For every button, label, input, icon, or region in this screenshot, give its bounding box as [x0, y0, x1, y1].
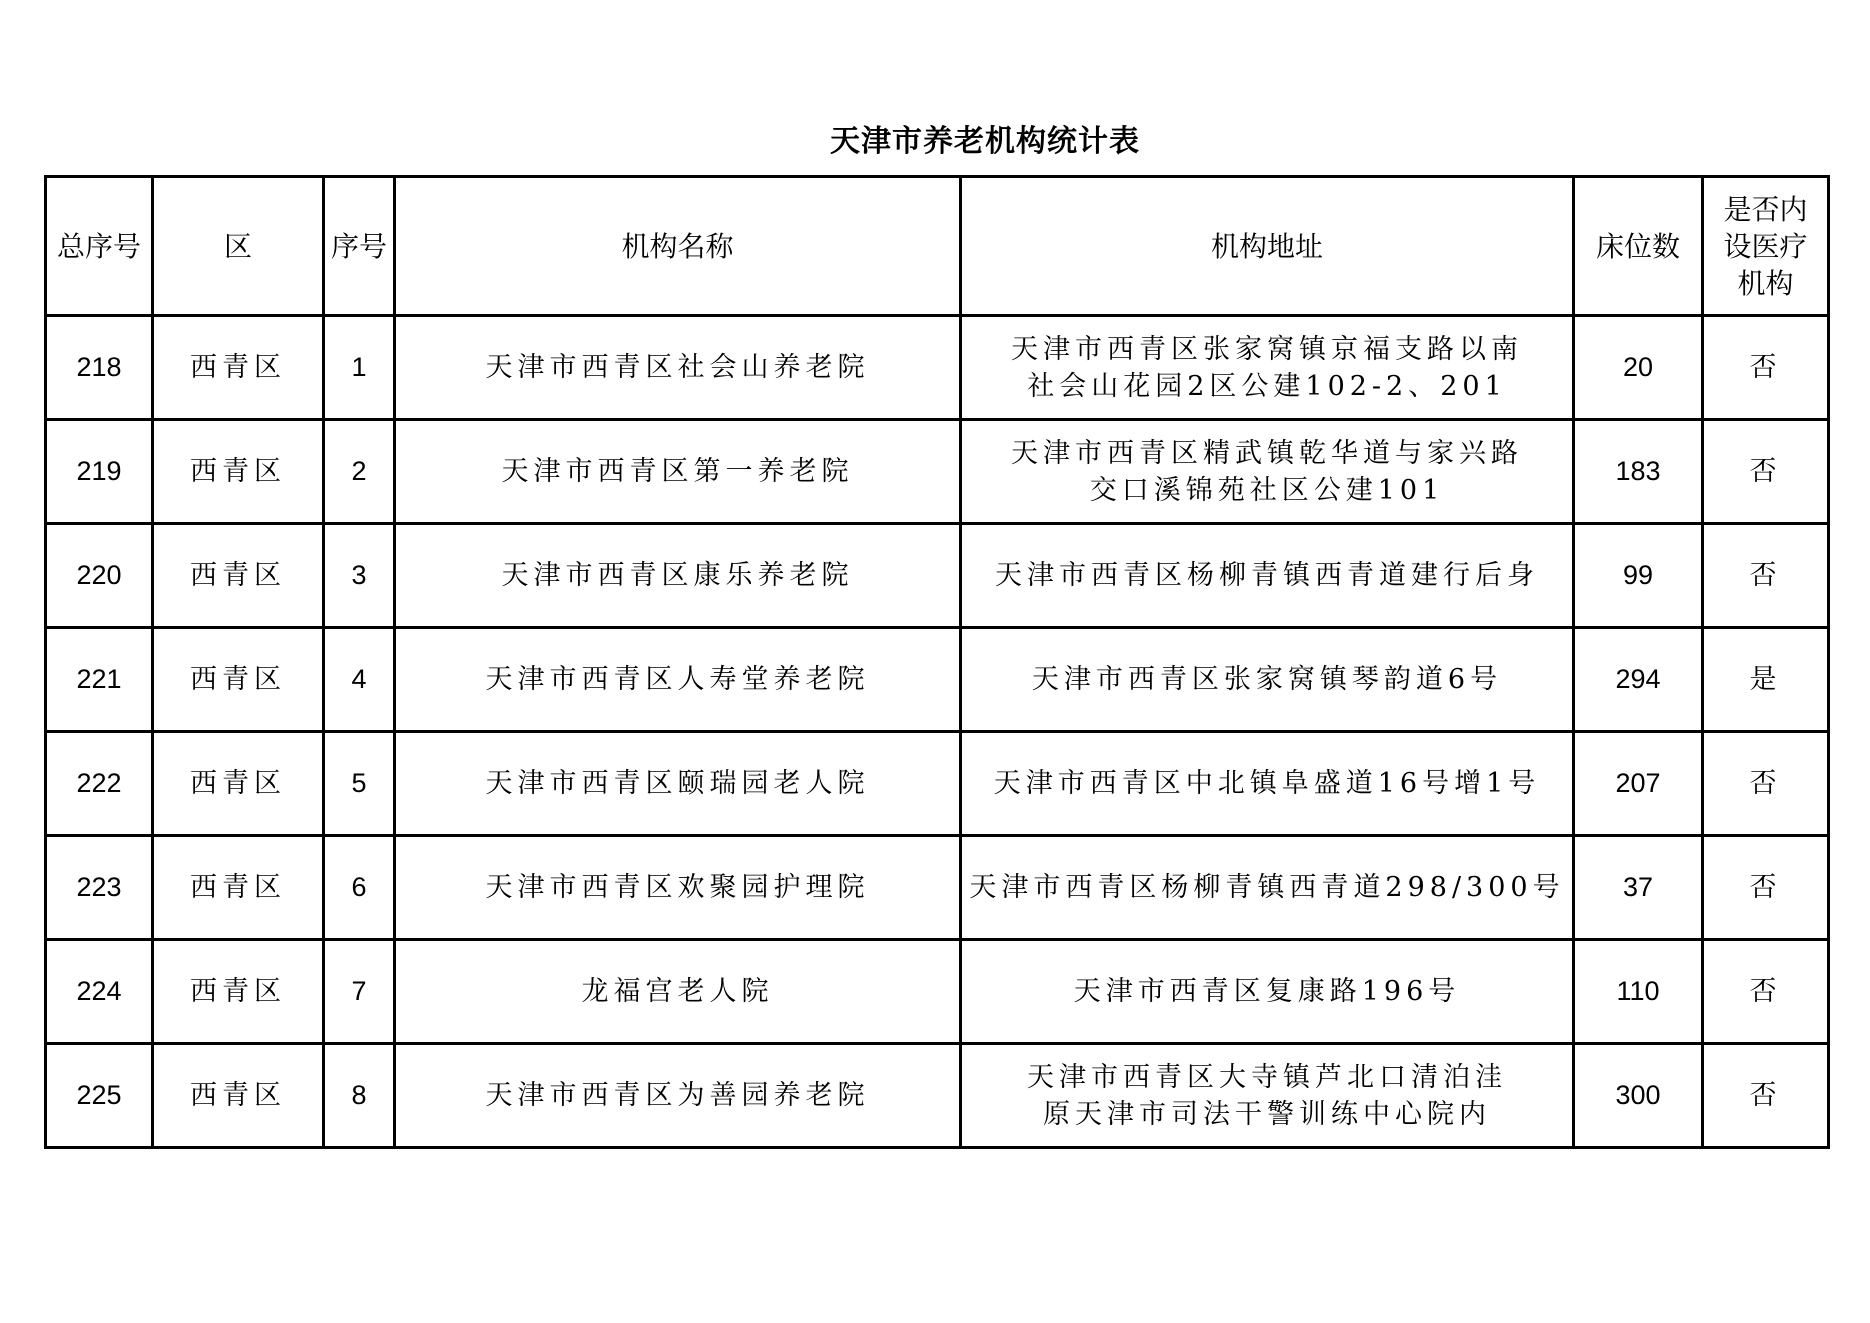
cell-beds: 20 — [1574, 316, 1703, 420]
cell-medical: 否 — [1703, 732, 1829, 836]
header-total-seq: 总序号 — [46, 177, 153, 316]
header-medical — [1703, 177, 1829, 316]
cell-total-seq: 225 — [46, 1044, 153, 1148]
cell-beds: 37 — [1574, 836, 1703, 940]
cell-address — [961, 316, 1574, 420]
cell-district: 西青区 — [153, 940, 324, 1044]
cell-name: 天津市西青区颐瑞园老人院 — [395, 732, 961, 836]
cell-address — [961, 420, 1574, 524]
cell-name: 天津市西青区欢聚园护理院 — [395, 836, 961, 940]
header-district: 区 — [153, 177, 324, 316]
cell-seq: 1 — [324, 316, 395, 420]
cell-district: 西青区 — [153, 316, 324, 420]
cell-medical: 否 — [1703, 316, 1829, 420]
cell-medical: 否 — [1703, 836, 1829, 940]
cell-name: 天津市西青区社会山养老院 — [395, 316, 961, 420]
table-body — [46, 316, 1829, 1148]
cell-total-seq: 221 — [46, 628, 153, 732]
address-line-1: 天津市西青区精武镇乾华道与家兴路 — [1011, 437, 1523, 469]
table-row — [46, 524, 1829, 628]
institution-table-container — [44, 175, 1830, 1149]
cell-address — [961, 524, 1574, 628]
table-row — [46, 316, 1829, 420]
table-row — [46, 628, 1829, 732]
address-line-1: 天津市西青区中北镇阜盛道16号增1号 — [993, 768, 1541, 799]
cell-address — [961, 836, 1574, 940]
cell-total-seq: 219 — [46, 420, 153, 524]
cell-total-seq: 223 — [46, 836, 153, 940]
cell-district: 西青区 — [153, 524, 324, 628]
cell-total-seq: 224 — [46, 940, 153, 1044]
table-header-row — [46, 177, 1829, 316]
table-row — [46, 732, 1829, 836]
cell-medical: 否 — [1703, 420, 1829, 524]
header-address: 机构地址 — [961, 177, 1574, 316]
cell-medical: 否 — [1703, 940, 1829, 1044]
cell-beds: 110 — [1574, 940, 1703, 1044]
cell-name: 天津市西青区康乐养老院 — [395, 524, 961, 628]
header-seq: 序号 — [324, 177, 395, 316]
cell-seq: 3 — [324, 524, 395, 628]
cell-beds: 183 — [1574, 420, 1703, 524]
cell-name: 天津市西青区人寿堂养老院 — [395, 628, 961, 732]
table-row — [46, 836, 1829, 940]
cell-seq: 7 — [324, 940, 395, 1044]
address-line-1: 天津市西青区张家窝镇京福支路以南 — [1011, 333, 1523, 365]
address-line-1: 天津市西青区复康路196号 — [1073, 976, 1461, 1007]
cell-seq: 5 — [324, 732, 395, 836]
cell-district: 西青区 — [153, 420, 324, 524]
cell-district: 西青区 — [153, 628, 324, 732]
address-line-1: 天津市西青区大寺镇芦北口清泊洼 — [1027, 1061, 1507, 1093]
cell-seq: 6 — [324, 836, 395, 940]
cell-address — [961, 940, 1574, 1044]
cell-beds: 294 — [1574, 628, 1703, 732]
address-line-1: 天津市西青区杨柳青镇西青道建行后身 — [995, 560, 1539, 591]
cell-total-seq: 220 — [46, 524, 153, 628]
cell-name: 天津市西青区第一养老院 — [395, 420, 961, 524]
table-row — [46, 940, 1829, 1044]
address-line-2: 交口溪锦苑社区公建101 — [1089, 474, 1445, 506]
cell-seq: 2 — [324, 420, 395, 524]
cell-district: 西青区 — [153, 732, 324, 836]
cell-district: 西青区 — [153, 836, 324, 940]
cell-medical: 否 — [1703, 1044, 1829, 1148]
cell-total-seq: 222 — [46, 732, 153, 836]
cell-total-seq: 218 — [46, 316, 153, 420]
header-beds: 床位数 — [1574, 177, 1703, 316]
address-line-2: 原天津市司法干警训练中心院内 — [1043, 1098, 1491, 1130]
cell-beds: 300 — [1574, 1044, 1703, 1148]
cell-seq: 8 — [324, 1044, 395, 1148]
table-row — [46, 1044, 1829, 1148]
address-line-1: 天津市西青区张家窝镇琴韵道6号 — [1031, 664, 1503, 695]
cell-medical: 否 — [1703, 524, 1829, 628]
cell-district: 西青区 — [153, 1044, 324, 1148]
table-row — [46, 420, 1829, 524]
cell-beds: 207 — [1574, 732, 1703, 836]
cell-seq: 4 — [324, 628, 395, 732]
institution-table — [44, 175, 1830, 1149]
cell-address — [961, 732, 1574, 836]
address-line-1: 天津市西青区杨柳青镇西青道298/300号 — [969, 872, 1565, 903]
cell-name: 天津市西青区为善园养老院 — [395, 1044, 961, 1148]
cell-address — [961, 1044, 1574, 1148]
header-medical-label: 是否内设医疗机构 — [1723, 192, 1808, 300]
header-name: 机构名称 — [395, 177, 961, 316]
cell-medical: 是 — [1703, 628, 1829, 732]
cell-beds: 99 — [1574, 524, 1703, 628]
address-line-2: 社会山花园2区公建102-2、201 — [1027, 370, 1507, 402]
document-title: 天津市养老机构统计表 — [830, 124, 1140, 159]
cell-address — [961, 628, 1574, 732]
cell-name: 龙福宫老人院 — [395, 940, 961, 1044]
